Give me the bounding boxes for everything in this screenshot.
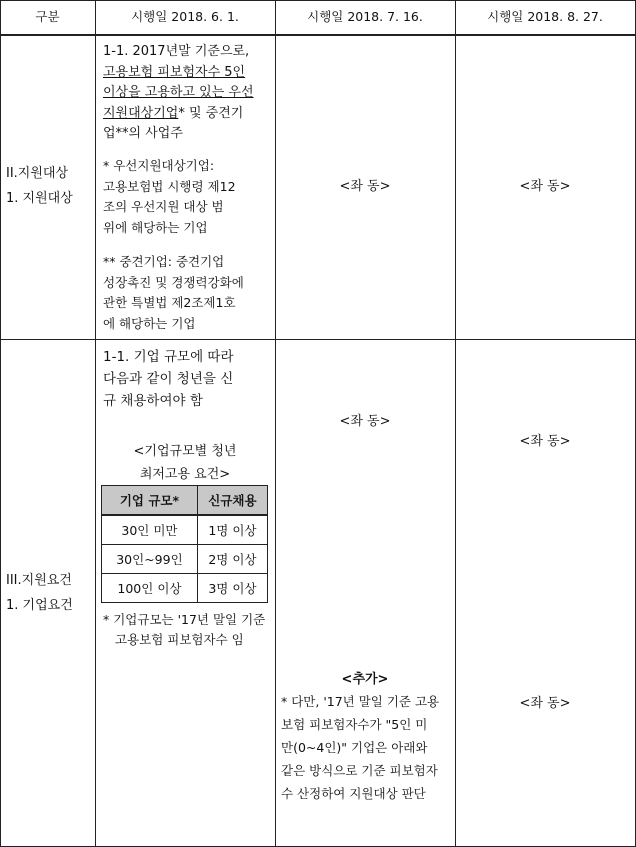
row1-category-title: II.지원대상 — [6, 166, 69, 181]
inner-cell-hires: 1명 이상 — [197, 515, 267, 545]
inner-table-header-row — [102, 486, 268, 516]
inner-cell-hires: 2명 이상 — [197, 545, 267, 574]
row2-add-line4: 같은 방식으로 기준 피보험자 — [281, 763, 438, 778]
row1-col3-same: <좌 동> — [519, 179, 571, 194]
row2-col3-same-bottom: <좌 동> — [519, 696, 571, 711]
row2-add-line5: 수 산정하여 지원대상 판단 — [281, 786, 426, 801]
row1-n2-line1: ** 중견기업: 중견기업 — [103, 254, 225, 269]
row2-col2-same: <좌 동> — [339, 414, 391, 429]
row1-category-sub: 1. 지원대상 — [6, 191, 73, 206]
col-divider-1 — [95, 0, 96, 847]
row1-n2-line2: 성장촉진 및 경쟁력강화에 — [103, 274, 244, 290]
row2-add-line2: 보험 피보험자수가 "5인 미 — [281, 717, 428, 732]
row1-p1-line4 — [103, 104, 271, 125]
row1-p1-line3: 이상을 고용하고 있는 우선 — [103, 85, 254, 100]
row1-n1-line4: 위에 해당하는 기업 — [103, 219, 208, 235]
row2-col2-add-body — [281, 690, 453, 805]
row2-provision — [103, 346, 271, 412]
row1-n1-line1: * 우선지원대상기업: — [103, 158, 215, 173]
row2-category-sub: 1. 기업요건 — [6, 598, 73, 613]
row1-n2-line3: 관한 특별법 제2조제1호 — [103, 295, 236, 310]
row2-note-line1: * 기업규모는 '17년 말일 기준 — [103, 612, 266, 627]
row2-caption-line1: <기업규모별 청년 — [133, 444, 237, 459]
table-row — [102, 515, 268, 545]
row1-note2 — [103, 252, 271, 334]
row2-note-line2: 고용보험 피보험자수 임 — [115, 632, 244, 647]
row2-table-note — [103, 610, 273, 650]
table-row — [102, 545, 268, 574]
row1-n1-line3: 조의 우선지원 대상 범 — [103, 199, 224, 214]
inner-cell-size: 30인 미만 — [102, 515, 198, 545]
row1-p1-line1: 1-1. 2017년말 기준으로, — [103, 44, 250, 59]
header-date-1: 시행일 2018. 6. 1. — [131, 9, 239, 24]
row2-add-line3: 만(0~4인)" 기업은 아래와 — [281, 740, 428, 755]
header-date-3: 시행일 2018. 8. 27. — [487, 9, 603, 24]
table-border-left — [0, 0, 1, 847]
row1-n1-line2: 고용보험법 시행령 제12 — [103, 178, 236, 194]
header-category: 구분 — [35, 9, 60, 24]
row2-p1-line2: 다음과 같이 청년을 신 — [103, 371, 234, 387]
row2-p1-line1: 1-1. 기업 규모에 따라 — [103, 349, 234, 365]
row1-p1-line2: 고용보험 피보험자수 5인 — [103, 64, 246, 80]
inner-cell-size: 100인 이상 — [102, 574, 198, 603]
row1-n2-line4: 에 해당하는 기업 — [103, 315, 196, 331]
row2-add-line1: * 다만, '17년 말일 기준 고용 — [281, 694, 440, 709]
inner-header-hires: 신규채용 — [197, 486, 267, 516]
inner-header-size: 기업 규모* — [102, 486, 198, 516]
row2-p1-line3: 규 채용하여야 함 — [103, 393, 203, 409]
row2-col2-add-title: <추가> — [341, 672, 389, 687]
row2-table-caption — [95, 440, 275, 486]
row2-category-title: III.지원요건 — [6, 573, 72, 588]
row2-col3-same-top: <좌 동> — [519, 434, 571, 449]
row2-caption-line2: 최저고용 요건> — [139, 467, 231, 482]
row1-p1-line5: 업**의 사업주 — [103, 126, 183, 141]
row1-note1 — [103, 156, 271, 238]
col-divider-3 — [455, 0, 456, 847]
row1-p1-line4-underlined: 지원대상기업 — [103, 105, 179, 121]
inner-cell-size: 30인~99인 — [102, 545, 198, 574]
table-row — [102, 574, 268, 603]
row1-p1-line4-rest: * 및 중견기 — [178, 105, 244, 121]
inner-cell-hires: 3명 이상 — [197, 574, 267, 603]
header-date-2: 시행일 2018. 7. 16. — [307, 9, 423, 24]
row1-provision — [103, 42, 271, 145]
row1-col2-same: <좌 동> — [339, 179, 391, 194]
company-size-table — [101, 485, 268, 603]
